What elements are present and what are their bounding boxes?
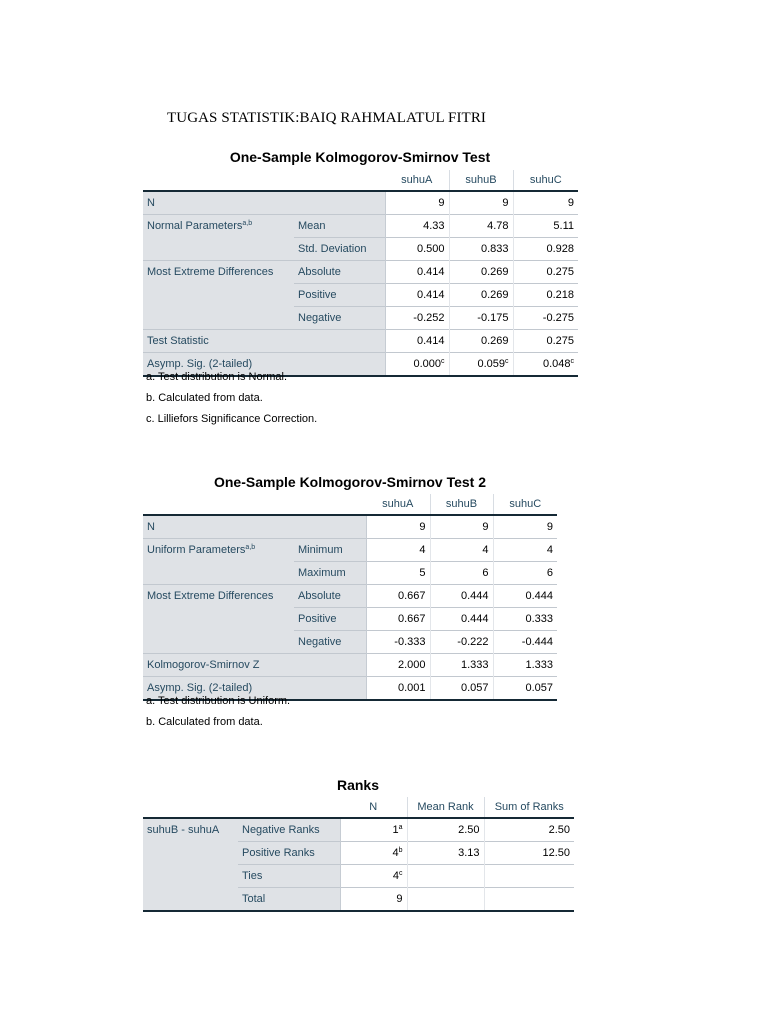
ks1-title: One-Sample Kolmogorov-Smirnov Test [229,149,491,165]
cell-value: 0.048$^c$ [513,353,578,377]
ranks-col-header: Mean Rank [407,797,484,818]
row-sublabel: Absolute [294,261,385,284]
footnote: c. Lilliefors Significance Correction. [146,413,318,425]
row-sublabel: Maximum [294,562,366,585]
cell-value: 4$^b$ [340,842,407,865]
footnote: a. Test distribution is Normal. [146,371,288,383]
cell-value: 2.000 [366,654,430,677]
cell-value: 0.001 [366,677,430,701]
cell-value: 5.11 [513,215,578,238]
table-row [143,307,578,330]
table-row [143,585,557,608]
ks1-col-header: suhuC [513,170,578,191]
cell-value: 9 [430,515,493,539]
row-label: Kolmogorov-Smirnov Z [143,654,366,677]
table-row [143,818,574,842]
cell-value: 9 [493,515,557,539]
cell-value: 0.269 [449,261,513,284]
cell-value: 2.50 [407,818,484,842]
row-label: Most Extreme Differences [143,261,294,284]
row-sublabel: Minimum [294,539,366,562]
ks2-col-header: suhuB [430,494,493,515]
cell-value: 0.333 [493,608,557,631]
table-row [143,562,557,585]
cell-value: 3.13 [407,842,484,865]
row-label [143,284,294,307]
cell-value: 0.414 [385,330,449,353]
cell-value: 9 [385,191,449,215]
cell-value: 0.444 [493,585,557,608]
ks1-col-header: suhuA [401,174,433,186]
cell-value [407,888,484,912]
ranks-col-header: Sum of Ranks [484,797,574,818]
table-row [143,888,574,912]
cell-value: -0.275 [513,307,578,330]
table-row [143,539,557,562]
row-label: Uniform Parameters$^{a,b}$ [143,539,294,562]
table-row [143,238,578,261]
cell-value: 0.269 [449,284,513,307]
cell-value: 0.444 [430,585,493,608]
table-row [143,191,578,215]
row-label [143,631,294,654]
row-label: Test Statistic [143,330,385,353]
cell-value: 4 [493,539,557,562]
row-sublabel: Positive [294,284,385,307]
cell-value: 0.414 [385,284,449,307]
cell-value: 1$^a$ [340,818,407,842]
row-sublabel: Negative Ranks [238,818,340,842]
cell-value: 0.833 [449,238,513,261]
row-sublabel: Absolute [294,585,366,608]
cell-value: 0.218 [513,284,578,307]
cell-value: 0.059$^c$ [449,353,513,377]
cell-value: -0.444 [493,631,557,654]
row-sublabel: Positive Ranks [238,842,340,865]
cell-value: 0.057 [493,677,557,701]
row-label: Asymp. Sig. (2-tailed) [143,353,385,377]
cell-value: 6 [493,562,557,585]
footnote: a. Test distribution is Uniform. [146,695,291,707]
ks1-footnotes [146,371,317,434]
ks2-title: One-Sample Kolmogorov-Smirnov Test 2 [213,474,486,490]
cell-value [484,865,574,888]
cell-value [484,888,574,912]
cell-value: 0.057 [430,677,493,701]
ks1-corner [143,170,385,191]
cell-value: 1.333 [430,654,493,677]
row-sublabel: Negative [294,307,385,330]
row-sublabel: Negative [294,631,366,654]
ks2-corner [143,494,366,515]
cell-value: 5 [366,562,430,585]
ks2-table [143,494,557,701]
row-label [143,307,294,330]
cell-value: 9 [340,888,407,912]
ks1-table [143,170,578,377]
cell-value: 0.269 [449,330,513,353]
cell-value: 0.444 [430,608,493,631]
row-label [143,562,294,585]
table-row [143,284,578,307]
cell-value: 0.667 [366,608,430,631]
cell-value: -0.252 [385,307,449,330]
cell-value: 0.414 [385,261,449,284]
ranks-corner [143,797,340,818]
cell-value: 4 [366,539,430,562]
cell-value: -0.222 [430,631,493,654]
cell-value: -0.333 [366,631,430,654]
cell-value: 9 [366,515,430,539]
footnote: b. Calculated from data. [146,716,263,728]
row-sublabel: Std. Deviation [294,238,385,261]
table-row [143,842,574,865]
table-row [143,330,578,353]
cell-value [407,865,484,888]
document-title: TUGAS STATISTIK:BAIQ RAHMALATUL FITRI [167,110,487,126]
row-sublabel: Total [238,888,340,912]
cell-value: 4 [430,539,493,562]
cell-value: 0.500 [385,238,449,261]
cell-value: 0.275 [513,330,578,353]
cell-value: 0.000$^c$ [385,353,449,377]
cell-value: 2.50 [484,818,574,842]
row-label: Most Extreme Differences [143,585,294,608]
ks1-col-header: suhuB [449,170,513,191]
row-label: Asymp. Sig. (2-tailed) [143,677,366,701]
cell-value: 12.50 [484,842,574,865]
cell-value: 1.333 [493,654,557,677]
cell-value: 6 [430,562,493,585]
row-label: suhuB - suhuA [143,818,238,842]
ranks-table [143,797,574,912]
ranks-title: Ranks [336,777,380,793]
table-row [143,261,578,284]
row-label: N [143,515,366,539]
row-sublabel: Positive [294,608,366,631]
row-label [143,865,238,888]
cell-value: 0.275 [513,261,578,284]
table-row [143,865,574,888]
row-sublabel: Ties [238,865,340,888]
row-label [143,888,238,912]
footnote: b. Calculated from data. [146,392,263,404]
table-row [143,654,557,677]
cell-value: 9 [449,191,513,215]
cell-value: 9 [513,191,578,215]
cell-value: -0.175 [449,307,513,330]
row-label [143,608,294,631]
row-label: N [143,191,385,215]
table-row [143,215,578,238]
ranks-col-header: N [369,801,378,813]
ks2-col-header: suhuC [493,494,557,515]
cell-value: 0.667 [366,585,430,608]
cell-value: 0.928 [513,238,578,261]
cell-value: 4.33 [385,215,449,238]
table-row [143,631,557,654]
table-row [143,608,557,631]
table-row [143,515,557,539]
row-label [143,842,238,865]
ks2-col-header: suhuA [382,498,414,510]
ks2-footnotes [146,695,290,737]
cell-value: 4.78 [449,215,513,238]
cell-value: 4$^c$ [340,865,407,888]
row-label [143,238,294,261]
row-label: Normal Parameters$^{a,b}$ [143,215,294,238]
row-sublabel: Mean [294,215,385,238]
